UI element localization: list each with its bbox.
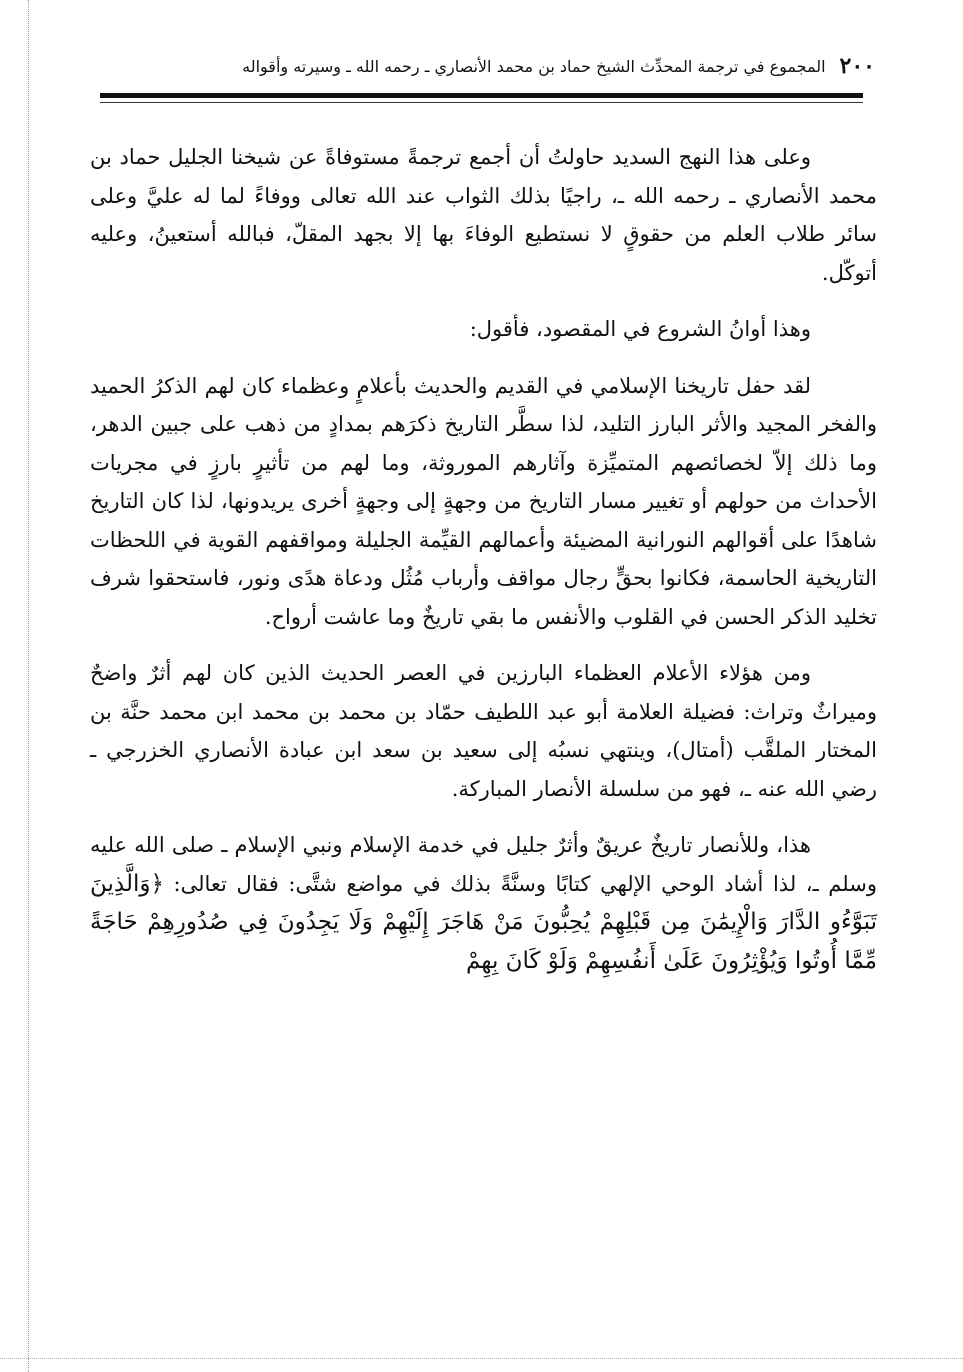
paragraph: لقد حفل تاريخنا الإسلامي في القديم والحديث بأعلامٍ وعظماء كان لهم الذكرُ الحميد والفخر المجيد والأثر البارز التليد، لذا سطَّر التاريخ ذكرَهم بمدادٍ من ذهب على جبين الدهر، وما ذلك إلاّ لخصائصهم المتميِّزة وآثارهم الموروثة، وما لهم من تأثيرٍ بارزٍ في مجريات الأحداث من حولهم أو تغيير مسار التاريخ من وجهةٍ إلى وجهةٍ أخرى يريدونها، لذا كان التاريخ شاهدًا على أقوالهم النورانية المضيئة وأعمالهم القيِّمة الجليلة ومواقفهم القوية في اللحظات التاريخية الحاسمة، فكانوا بحقٍّ رجال مواقف وأرباب مُثُل ودعاة هدًى ونور، فاستحقوا شرف تخليد الذكر الحسن في القلوب والأنفس ما بقي تاريخٌ وما عاشت أرواح. xyxy=(90,373,877,629)
header-rule-thick xyxy=(100,93,863,98)
header-rule-thin xyxy=(100,102,863,103)
scan-edge-bottom xyxy=(0,1358,963,1359)
paragraph-with-verse xyxy=(90,826,877,980)
scan-edge-left xyxy=(28,0,29,1372)
running-title: المجموع في ترجمة المحدِّث الشيخ حماد بن محمد الأنصاري ـ رحمه الله ـ وسيرته وأقواله xyxy=(242,56,826,76)
paragraph: ومن هؤلاء الأعلام العظماء البارزين في العصر الحديث الذين كان لهم أثرٌ واضحٌ وميراثٌ وتراث: فضيلة العلامة أبو عبد اللطيف حمّاد بن محمد بن محمد ابن محمد حنَّة بن المختار الملقَّب (أمتال)، وينتهي نسبُه إلى سعيد بن سعد ابن عبادة الأنصاري الخزرجي ـ رضي الله عنه ـ، فهو من سلسلة الأنصار المباركة. xyxy=(90,661,877,801)
body-text xyxy=(90,138,877,998)
paragraph: وهذا أوانُ الشروع في المقصود، فأقول: xyxy=(469,317,811,341)
paragraph-text: هذا، وللأنصار تاريخٌ عريقٌ وأثرٌ جليل في خدمة الإسلام ونبي الإسلام ـ صلى الله عليه وسلم ـ، لذا أشاد الوحي الإلهي كتابًا وسنَّةً بذلك في مواضع شتَّى: فقال تعالى: xyxy=(90,833,877,896)
page-number: ٢٠٠ xyxy=(839,53,875,79)
quran-verse: ﴿وَالَّذِينَ تَبَوَّءُو الدَّارَ وَالْإِيمَٰنَ مِن قَبْلِهِمْ يُحِبُّونَ مَنْ هَاجَرَ إِلَيْهِمْ وَلَا يَجِدُونَ فِي صُدُورِهِمْ حَاجَةً مِّمَّا أُوتُوا وَيُؤْثِرُونَ عَلَىٰ أَنفُسِهِمْ وَلَوْ كَانَ بِهِمْ xyxy=(90,870,877,974)
paragraph: وعلى هذا النهج السديد حاولتُ أن أجمع ترجمةً مستوفاةً عن شيخنا الجليل حماد بن محمد الأنصاري ـ رحمه الله ـ، راجيًا بذلك الثواب عند الله تعالى ووفاءً لما له عليَّ وعلى سائر طلاب العلم من حقوقٍ لا نستطيع الوفاءَ بها إلا بجهد المقلّ، فبالله أستعينُ، وعليه أتوكّل. xyxy=(90,145,877,285)
page-header xyxy=(190,44,875,88)
